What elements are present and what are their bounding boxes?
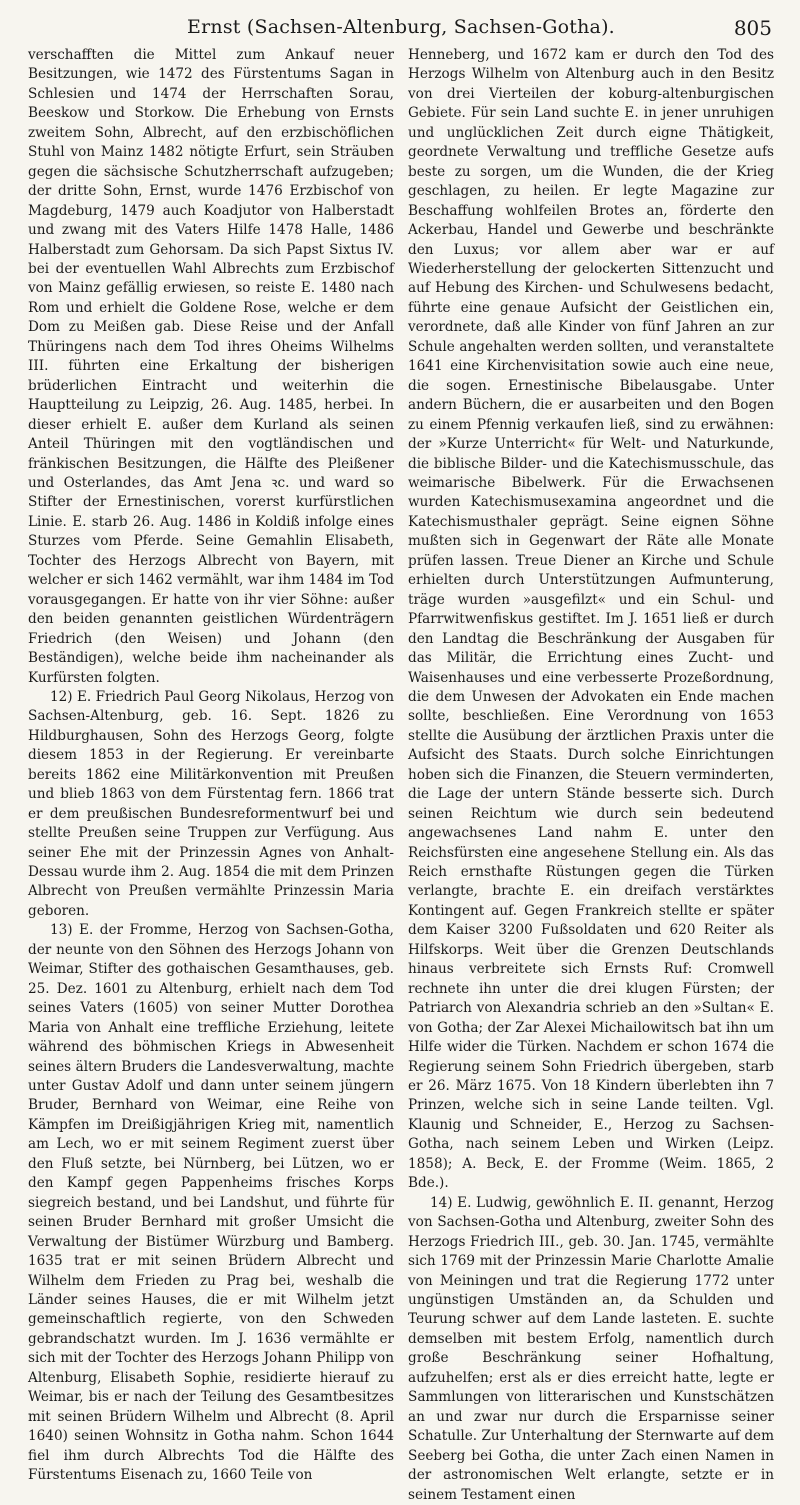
page-number: 805 [733,16,772,40]
paragraph-entry-12: 12) E. Friedrich Paul Georg Nikolaus, Herzog von Sachsen-Altenburg, geb. 16. Sept. 1826 zu Hildburghausen, Sohn des Herzogs Georg, folgte diesem 1853 in der Regierung. Er vereinbarte bereits 1862 eine Militärkonvention mit Preußen und blieb 1863 von dem Fürstentag fern. 1866 trat er dem preußischen Bundesreformentwurf bei und stellte Preußen seine Truppen zur Verfügung. Aus seiner Ehe mit der Prinzessin Agnes von Anhalt-Dessau wurde ihm 2. Aug. 1854 die mit dem Prinzen Albrecht von Preußen vermählte Prinzessin Maria geboren. [28,688,394,919]
running-head: Ernst (Sachsen-Altenburg, Sachsen-Gotha). [187,16,615,38]
paragraph: verschafften die Mittel zum Ankauf neuer Besitzungen, wie 1472 des Fürstentums Sagan in Schlesien und 1474 der Herrschaften Sorau, Beeskow und Storkow. Die Erhebung von Ernsts zweitem Sohn, Albrecht, auf den erzbischöflichen Stuhl von Mainz 1482 nötigte Erfurt, sein Sträuben gegen die sächsische Schutzherrschaft aufzugeben; der dritte Sohn, Ernst, wurde 1476 Erzbischof von Magdeburg, 1479 auch Koadjutor von Halberstadt und zwang mit des Vaters Hilfe 1478 Halle, 1486 Halberstadt zum Gehorsam. Da sich Papst Sixtus IV. bei der eventuellen Wahl Albrechts zum Erzbischof von Mainz gefällig erwiesen, so reiste E. 1480 nach Rom und erhielt die Goldene Rose, welche er dem Dom zu Meißen gab. Diese Reise und der Anfall Thüringens nach dem Tod ihres Oheims Wilhelms III. führten eine Erkaltung der bisherigen brüderlichen Eintracht und weiterhin die Hauptteilung zu Leipzig, 26. Aug. 1485, herbei. In dieser erhielt E. außer dem Kurland als seinen Anteil Thüringen mit den vogtländischen und fränkischen Besitzungen, die Hälfte des Pleißener und Osterlandes, das Amt Jena ꝛc. und ward so Stifter der Ernestinischen, vorerst kurfürstlichen Linie. E. starb 26. Aug. 1486 in Koldiß infolge eines Sturzes vom Pferde. Seine Gemahlin Elisabeth, Tochter des Herzogs Albrecht von Bayern, mit welcher er sich 1462 vermählt, war ihm 1484 im Tod vorausgegangen. Er hatte von ihr vier Söhne: außer den beiden genannten geistlichen Würdenträgern Friedrich (den Weisen) und Johann (den Beständigen), welche beide ihm nacheinander als Kurfürsten folgten. [28,47,394,686]
right-column [408,46,774,1505]
paragraph-entry-14: 14) E. Ludwig, gewöhnlich E. II. genannt, Herzog von Sachsen-Gotha und Altenburg, zweiter Sohn des Herzogs Friedrich III., geb. 30. Jan. 1745, vermählte sich 1769 mit der Prinzessin Marie Charlotte Amalie von Meiningen und trat die Regierung 1772 unter ungünstigen Umständen an, da Schulden und Teurung schwer auf dem Lande lasteten. E. suchte demselben mit bestem Erfolg, namentlich durch große Beschränkung seiner Hofhaltung, aufzuhelfen; erst als er dies erreicht hatte, legte er Sammlungen von litterarischen und Kunstschätzen an und zwar nur durch die Ersparnisse seiner Schatulle. Zur Unterhaltung der Sternwarte auf dem Seeberg bei Gotha, die unter Zach einen Namen in der astronomischen Welt erlangte, setzte er in seinem Testament einen [408,1194,774,1503]
page-header [28,14,774,40]
paragraph-entry-13: 13) E. der Fromme, Herzog von Sachsen-Gotha, der neunte von den Söhnen des Herzogs Johann von Weimar, Stifter des gothaischen Gesamthauses, geb. 25. Dez. 1601 zu Altenburg, erhielt nach dem Tod seines Vaters (1605) von seiner Mutter Dorothea Maria von Anhalt eine treffliche Erziehung, leitete während des böhmischen Kriegs in Abwesenheit seines ältern Bruders die Landesverwaltung, machte unter Gustav Adolf und dann unter seinem jüngern Bruder, Bernhard von Weimar, eine Reihe von Kämpfen im Dreißigjährigen Krieg mit, namentlich am Lech, wo er mit seinem Regiment zuerst über den Fluß setzte, bei Nürnberg, bei Lützen, wo er den Kampf gegen Pappenheims frisches Korps siegreich bestand, und bei Landshut, und führte für seinen Bruder Bernhard mit großer Umsicht die Verwaltung der Bistümer Würzburg und Bamberg. 1635 trat er mit seinen Brüdern Albrecht und Wilhelm dem Frieden zu Prag bei, weshalb die Länder seines Hauses, die er mit Wilhelm jetzt gemeinschaftlich regierte, von den Schweden gebrandschatzt wurden. Im J. 1636 vermählte er sich mit der Tochter des Herzogs Johann Philipp von Altenburg, Elisabeth Sophie, residierte hierauf zu Weimar, bis er nach der Teilung des Gesamtbesitzes mit seinen Brüdern Wilhelm und Albrecht (8. April 1640) seinen Wohnsitz in Gotha nahm. Schon 1644 fiel ihm durch Albrechts Tod die Hälfte des Fürstentums Eisenach zu, 1660 Teile von [28,922,394,1484]
paragraph: Henneberg, und 1672 kam er durch den Tod des Herzogs Wilhelm von Altenburg auch in den Besitz von drei Vierteilen der koburg-altenburgischen Gebiete. Für sein Land suchte E. in jener unruhigen und unglücklichen Zeit durch eigne Thätigkeit, geordnete Verwaltung und treffliche Gesetze aufs beste zu sorgen, um die Wunden, die der Krieg geschlagen, zu heilen. Er legte Magazine zur Beschaffung wohlfeilen Brotes an, förderte den Ackerbau, Handel und Gewerbe und beschränkte den Luxus; vor allem aber war er auf Wiederherstellung der gelockerten Sittenzucht und auf Hebung des Kirchen- und Schulwesens bedacht, führte eine genaue Aufsicht der Geistlichen ein, verordnete, daß alle Kinder von fünf Jahren an zur Schule angehalten werden sollten, und veranstaltete 1641 eine Kirchenvisitation sowie auch eine neue, die sogen. Ernestinische Bibelausgabe. Unter andern Büchern, die er ausarbeiten und den Bogen zu einem Pfennig verkaufen ließ, sind zu erwähnen: der »Kurze Unterricht« für Welt- und Naturkunde, die biblische Bilder- und die Katechismusschule, das weimarische Bibelwerk. Für die Erwachsenen wurden Katechismusexamina angeordnet und die Katechismusthaler geprägt. Seine eignen Söhne mußten sich in Gegenwart der Räte alle Monate prüfen lassen. Treue Diener an Kirche und Schule erhielten durch Unterstützungen Aufmunterung, träge wurden »ausgefilzt« und ein Schul- und Pfarrwitwenfiskus gestiftet. Im J. 1651 ließ er durch den Landtag die Beschränkung der Ausgaben für das Militär, die Errichtung eines Zucht- und Waisenhauses und eine verbesserte Prozeßordnung, die dem Unwesen der Advokaten ein Ende machen sollte, beschließen. Eine Verordnung von 1653 stellte die Ausübung der ärztlichen Praxis unter die Aufsicht des Staats. Durch solche Einrichtungen hoben sich die Finanzen, die Steuern verminderten, die Lage der untern Stände besserte sich. Durch seinen Reichtum wie durch sein bedeutend angewachsenes Land nahm E. unter den Reichsfürsten eine angesehene Stellung ein. Als das Reich ernsthafte Rüstungen gegen die Türken verlangte, brachte E. ein dreifach verstärktes Kontingent auf. Gegen Frankreich stellte er später dem Kaiser 3200 Fußsoldaten und 620 Reiter als Hilfskorps. Weit über die Grenzen Deutschlands hinaus verbreitete sich Ernsts Ruf: Cromwell rechnete ihn unter die drei klugen Fürsten; der Patriarch von Alexandria schrieb an den »Sultan« E. von Gotha; der Zar Alexei Michailowitsch bat ihn um Hilfe wider die Türken. Nachdem er schon 1674 die Regierung seinem Sohn Friedrich übergeben, starb er 26. März 1675. Von 18 Kindern überlebten ihn 7 Prinzen, welche sich in seine Lande teilten. Vgl. Klaunig und Schneider, E., Herzog zu Sachsen-Gotha, nach seinem Leben und Wirken (Leipz. 1858); A. Beck, E. der Fromme (Weim. 1865, 2 Bde.). [408,47,774,1192]
text-columns [28,46,774,1505]
left-column [28,46,394,1505]
